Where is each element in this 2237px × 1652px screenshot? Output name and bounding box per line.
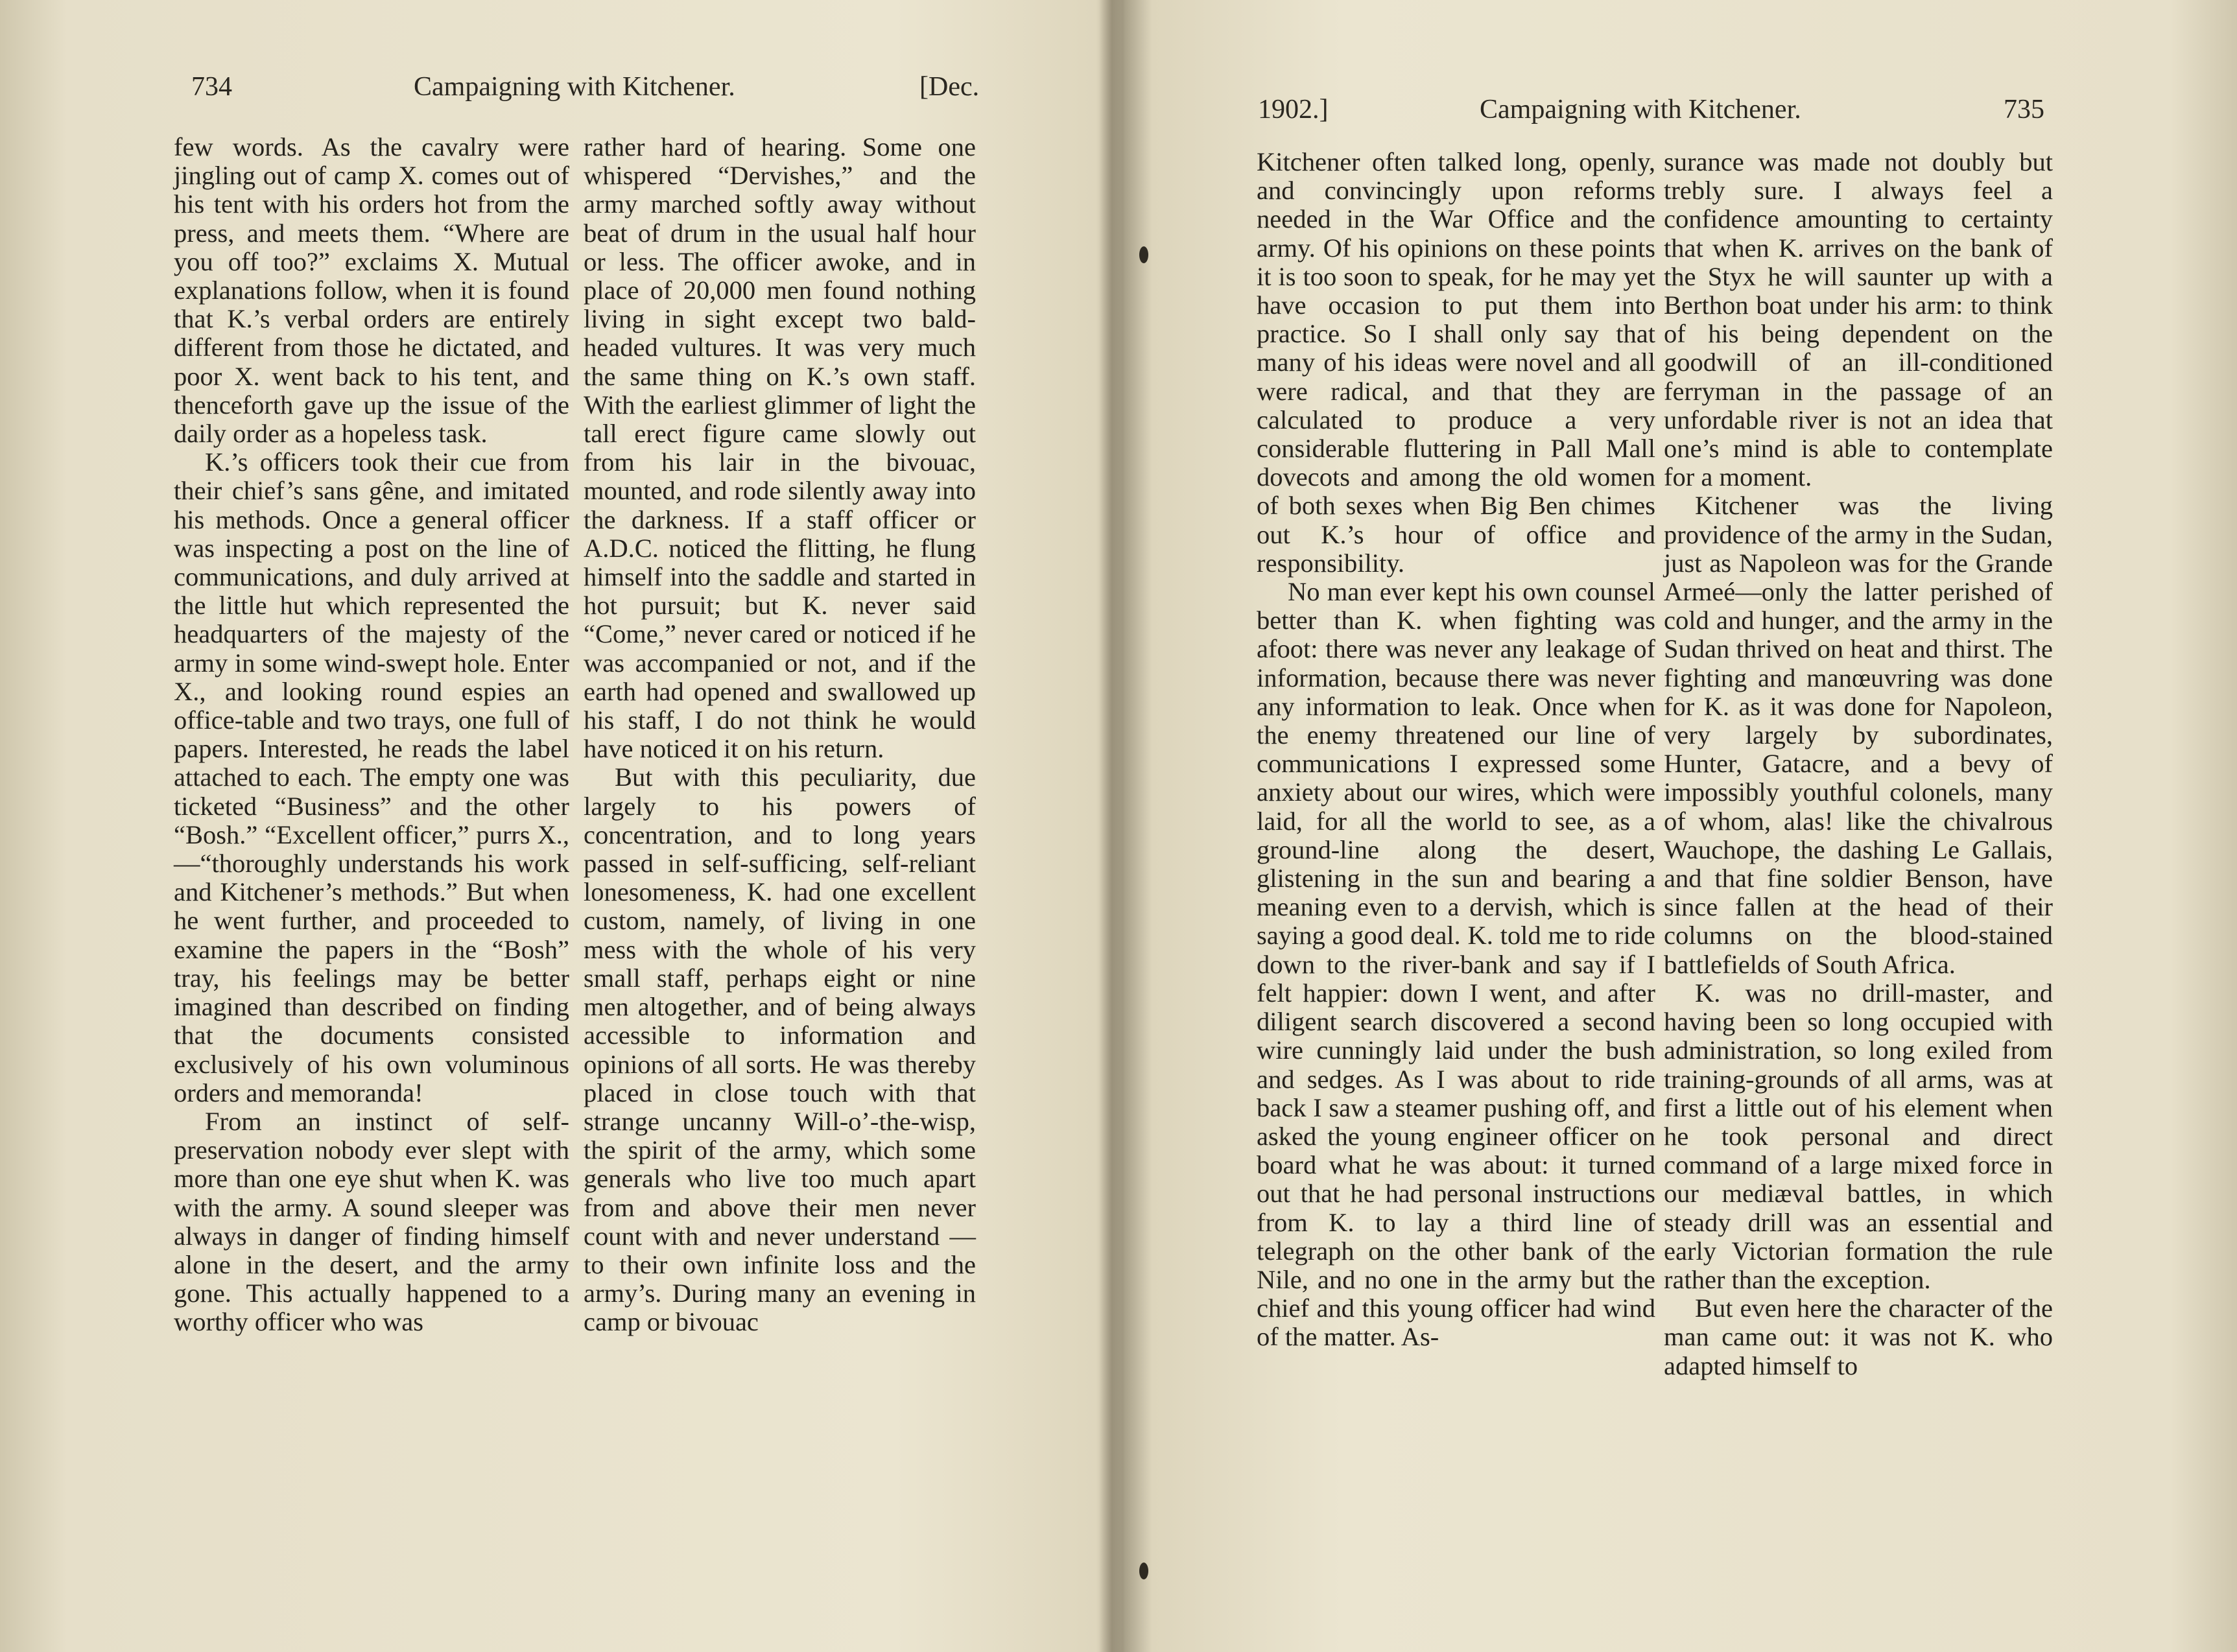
paragraph: surance was made not doubly but trebly sure. I always feel a confidence amounting to certainty that when K. arrives on the bank of the Styx he will saunter up with a Berthon boat under his arm: to think of his being dependent on the goodwill of an ill-conditioned ferryman in the passage of an unfordable river is not an idea that one’s mind is able to contemplate for a moment. [1664, 147, 2053, 492]
right-running-date: 1902.] [1258, 95, 1329, 124]
right-running-title: Campaigning with Kitchener. [1480, 95, 1801, 124]
right-column-1 [1257, 148, 1655, 1352]
left-page [0, 0, 1102, 1652]
paragraph: From an instinct of self-preservation nobody ever slept with more than one eye shut when K. was with the army. A sound sleeper was always in danger of finding himself alone in the desert, and the army gone. This actually happened to a worthy officer who was [174, 1106, 569, 1337]
paragraph: K.’s officers took their cue from their chief’s sans gêne, and imitated his methods. Once a general officer was inspecting a post on the line of communications, and duly arrived at the little hut which represented the headquarters of the majesty of the army in some wind-swept hole. Enter X., and looking round espies an office-table and two trays, one full of papers. Interested, he reads the label attached to each. The empty one was ticketed “Business” and the other “Bosh.” “Excellent officer,” purrs X.,—“thoroughly understands his work and Kitchener’s methods.” But when he went further, and proceeded to examine the papers in the “Bosh” tray, his feelings may be better imagined than described on finding that the documents consisted exclusively of his own voluminous orders and memoranda! [174, 447, 569, 1107]
right-page-number: 735 [2004, 95, 2044, 124]
right-column-2 [1664, 148, 2053, 1380]
paragraph: Kitchener was the living providence of the army in the Sudan, just as Napoleon was for the Grande Armeé—only the latter perished of cold and hunger, and the army in the Sudan thrived on heat and thirst. The fighting and manœuvring was done for K. as it was done for Napoleon, very largely by subordinates, Hunter, Gatacre, and a bevy of impossibly youthful colonels, many of whom, alas! like the chivalrous Wauchope, the dashing Le Gallais, and that fine soldier Benson, have since fallen at the head of their columns on the blood-stained battlefields of South Africa. [1664, 491, 2053, 979]
paragraph: rather hard of hearing. Some one whispered “Dervishes,” and the army marched softly away without beat of drum in the usual half hour or less. The officer awoke, and in place of 20,000 men found nothing living in sight except two bald-headed vultures. It was very much the same thing on K.’s own staff. With the earliest glimmer of light the tall erect figure came slowly out from his lair in the bivouac, mounted, and rode silently away into the darkness. If a staff officer or A.D.C. noticed the flitting, he flung himself into the saddle and started in hot pursuit; but K. never said “Come,” never cared or noticed if he was accompanied or not, and if the earth had opened and swallowed up his staff, I do not think he would have noticed it on his return. [584, 132, 976, 764]
left-column-1 [174, 133, 569, 1337]
paragraph: But even here the character of the man came out: it was not K. who adapted himself to [1664, 1293, 2053, 1380]
left-page-number: 734 [191, 72, 232, 102]
left-running-date: [Dec. [919, 72, 980, 102]
right-page [1115, 0, 2237, 1652]
paragraph: Kitchener often talked long, openly, and convincingly upon reforms needed in the War Office and the army. Of his opinions on these points it is too soon to speak, for he may yet have occasion to put them into practice. So I shall only say that many of his ideas were novel and all were radical, and that they are calculated to produce a very considerable fluttering in Pall Mall dovecots and among the old women of both sexes when Big Ben chimes out K.’s hour of office and responsibility. [1257, 147, 1655, 578]
paragraph: No man ever kept his own counsel better than K. when fighting was afoot: there was never any leakage of information, because there was never any information to leak. Once when the enemy threatened our line of communications I expressed some anxiety about our wires, which were laid, for all the world to see, as a ground-line along the desert, glistening in the sun and bearing a meaning even to a dervish, which is saying a good deal. K. told me to ride down to the river-bank and say if I felt happier: down I went, and after diligent search discovered a second wire cunningly laid under the bush and sedges. As I was about to ride back I saw a steamer pushing off, and asked the young engineer officer on board what he was about: it turned out that he had personal instructions from K. to lay a third line of telegraph on the other bank of the Nile, and no one in the army but the chief and this young officer had wind of the matter. As- [1257, 577, 1655, 1352]
paragraph: But with this peculiarity, due largely to his powers of concentration, and to long years passed in self-sufficing, self-reliant lonesomeness, K. had one excellent custom, namely, of living in one mess with the whole of his very small staff, perhaps eight or nine men altogether, and of being always accessible to information and opinions of all sorts. He was thereby placed in close touch with that strange uncanny Will-o’-the-wisp, the spirit of the army, which some generals who live too much apart from and above their men never count with and never understand — to their own infinite loss and the army’s. During many an evening in camp or bivouac [584, 762, 976, 1337]
paragraph: few words. As the cavalry were jingling out of camp X. comes out of his tent with his orders hot from the press, and meets them. “Where are you off too?” exclaims X. Mutual explanations follow, when it is found that K.’s verbal orders are entirely different from those he dictated, and poor X. went back to his tent, and thenceforth gave up the issue of the daily order as a hopeless task. [174, 132, 569, 449]
left-column-2 [584, 133, 976, 1337]
left-running-title: Campaigning with Kitchener. [414, 72, 735, 102]
paragraph: K. was no drill-master, and having been so long occupied with administration, so long exiled from training-grounds of all arms, was at first a little out of his element when he took personal and direct command of a large mixed force in our mediæval battles, in which steady drill was an essential and early Victorian formation the rule rather than the exception. [1664, 978, 2053, 1294]
